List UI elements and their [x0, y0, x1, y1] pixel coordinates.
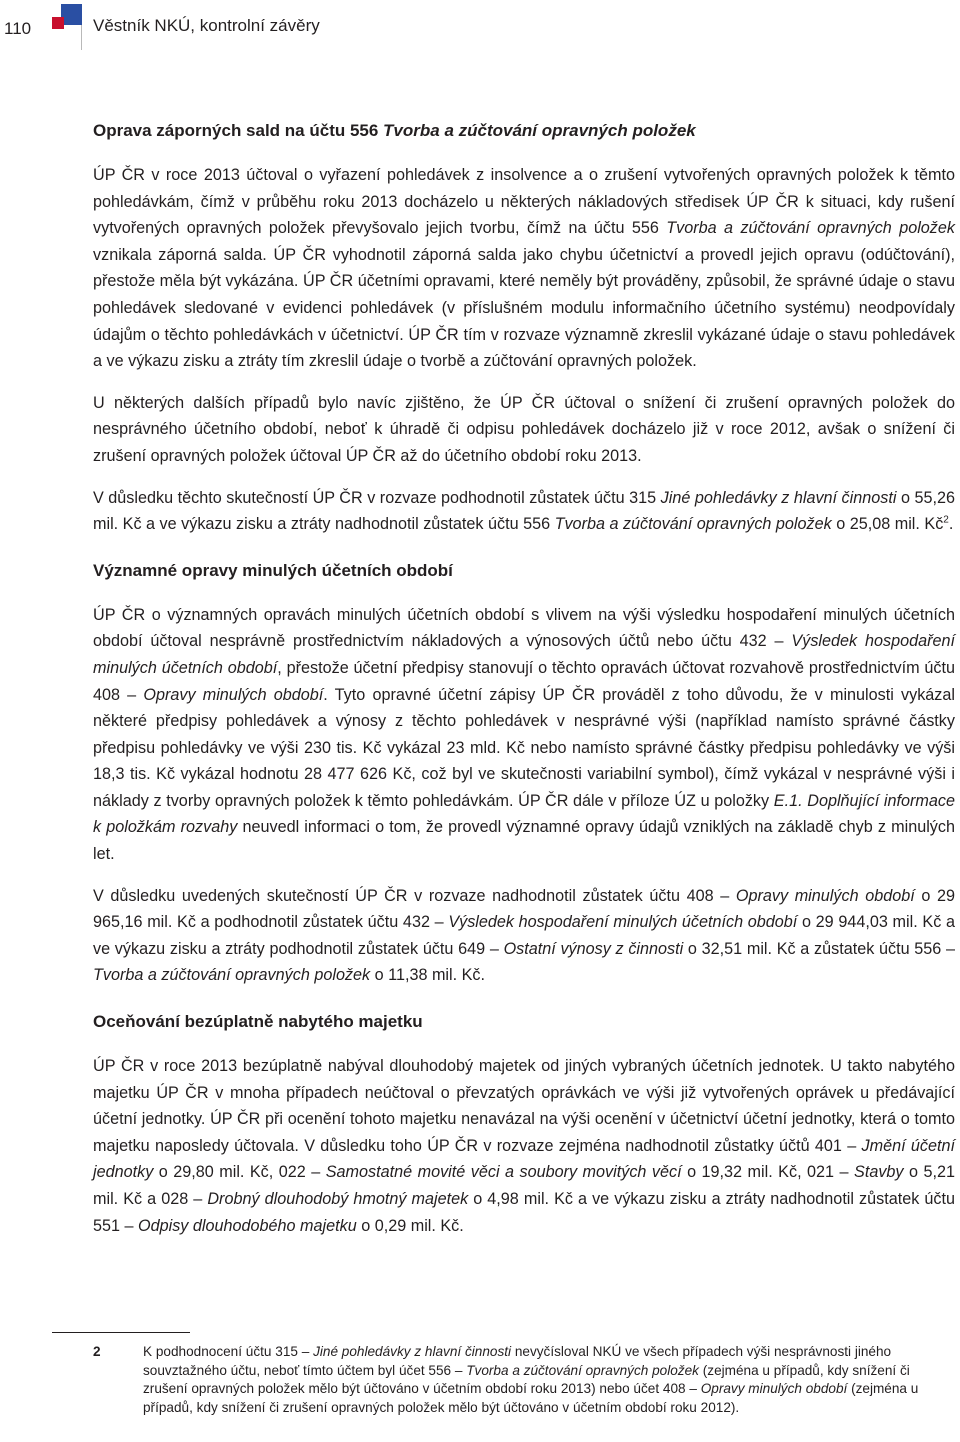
section-heading-saldo: Oprava záporných sald na účtu 556 Tvorba a zúčtování opravných položek: [93, 121, 696, 140]
logo-blue-square: [61, 4, 82, 25]
logo-red-square: [52, 17, 64, 29]
main-content: [93, 118, 955, 1254]
footnote-number: 2: [93, 1344, 101, 1359]
footnote-reference[interactable]: 2: [943, 514, 949, 526]
running-title: Věstník NKÚ, kontrolní závěry: [93, 16, 320, 35]
paragraph: V důsledku těchto skutečností ÚP ČR v rozvaze podhodnotil zůstatek účtu 315 Jiné pohledávky z hlavní činnosti o 55,26 mil. Kč a ve výkazu zisku a ztráty nadhodnotil zůstatek účtu 556 Tvorba a zúčtování opravných položek o 25,08 mil. $Kč^2$.: [93, 488, 955, 534]
nku-logo: [52, 0, 82, 30]
page-header: [0, 0, 960, 60]
paragraph: V důsledku uvedených skutečností ÚP ČR v rozvaze nadhodnotil zůstatek účtu 408 – Opravy minulých období o 29 965,16 mil. Kč a podhodnotil zůstatek účtu 432 – Výsledek hospodaření minulých účetních období o 29 944,03 mil. Kč a ve výkazu zisku a ztráty podhodnotil zůstatek účtu 649 – Ostatní výnosy z činnosti o 32,51 mil. Kč a zůstatek účtu 556 – Tvorba a zúčtování opravných položek o 11,38 mil. Kč.: [93, 886, 956, 985]
footnote-text: K podhodnocení účtu 315 – Jiné pohledávky z hlavní činnosti nevyčísloval NKÚ ve všech případech výši nesprávnosti jiného souvztažného účtu, neboť tímto účtem byl účet 556 – Tvorba a zúčtování opravných položek (zejména u případů, kdy snížení či zrušení opravných položek mělo být účtováno v účetním období roku 2013) nebo účet 408 – Opravy minulých období (zejména u případů, kdy snížení či zrušení opravných položek mělo být účtováno v účetním období roku 2012).: [143, 1344, 919, 1415]
paragraph: ÚP ČR v roce 2013 účtoval o vyřazení pohledávek z insolvence a o zrušení vytvořených opravných položek k těmto pohledávkám, čímž v průběhu roku 2013 docházelo u některých nákladových středisek ÚP ČR k situaci, kdy rušení vytvořených opravných položek převyšovalo jejich tvorbu, čímž na účtu 556 Tvorba a zúčtování opravných položek vznikala záporná salda. ÚP ČR vyhodnotil záporná salda jako chybu účetnictví a provedl jejich opravu (odúčtování), přestože měla být vykázána. ÚP ČR účetními opravami, které neměly být prováděny, způsobil, že správné údaje o stavu pohledávek sledované v evidenci pohledávek (v příslušném modulu informačního účetního systému) neodpovídaly údajům o těchto pohledávkách v účetnictví. ÚP ČR tím v rozvaze významně zkreslil vykázané údaje o stavu pohledávek a ve výkazu zisku a ztráty tím zkreslil údaje o tvorbě a zúčtování opravných položek.: [93, 166, 955, 371]
paragraph: ÚP ČR v roce 2013 bezúplatně nabýval dlouhodobý majetek od jiných vybraných účetních jednotek. U takto nabytého majetku ÚP ČR v mnoha případech neúčtoval o převzatých oprávkách ve výši již vytvořených oprávek u předávající účetní jednotky. ÚP ČR při ocenění tohoto majetku nenavázal na výši ocenění v účetnictví účetní jednotky, která o tomto majetku naposledy účtovala. V důsledku toho ÚP ČR v rozvaze zejména nadhodnotil zůstatky účtů 401 – Jmění účetní jednotky o 29,80 mil. Kč, 022 – Samostatné movité věci a soubory movitých věcí o 19,32 mil. Kč, 021 – Stavby o 5,21 mil. Kč a 028 – Drobný dlouhodobý hmotný majetek o 4,98 mil. Kč a ve výkazu zisku a ztráty nadhodnotil zůstatek účtu 551 – Odpisy dlouhodobého majetku o 0,29 mil. Kč.: [93, 1057, 955, 1235]
section-heading-valuation: Oceňování bezúplatně nabytého majetku: [93, 1012, 423, 1032]
page-number: 110: [0, 8, 82, 50]
footnote-divider: [52, 1332, 190, 1333]
paragraph: ÚP ČR o významných opravách minulých účetních období s vlivem na výši výsledku hospodaření minulých účetních období účtoval nesprávně prostřednictvím nákladových a výnosových účtů nebo účtu 432 – Výsledek hospodaření minulých účetních období, přestože účetní předpisy stanovují o těchto opravách účtovat rozvahově prostřednictvím účtu 408 – Opravy minulých období. Tyto opravné účetní zápisy ÚP ČR prováděl z toho důvodu, že v minulosti vykázal některé předpisy pohledávek a výnosy z těchto pohledávek v nesprávné výši (například namísto správné částky předpisu pohledávky ve výši 230 tis. Kč vykázal 23 mld. Kč nebo namísto správné částky předpisu pohledávky ve výši 18,3 tis. Kč vykázal hodnotu 28 477 626 Kč, což byl ve skutečnosti variabilní symbol), čímž vykázal v nesprávné výši i náklady z tvorby opravných položek k těmto pohledávkám. ÚP ČR dále v příloze ÚZ u položky E.1. Doplňující informace k položkám rozvahy neuvedl informaci o tom, že provedl významné opravy údajů vzniklých na základě chyb z minulých let.: [93, 605, 955, 864]
footnote: [93, 1343, 955, 1417]
section-heading-corrections: Významné opravy minulých účetních období: [93, 560, 453, 580]
paragraph: U některých dalších případů bylo navíc zjištěno, že ÚP ČR účtoval o snížení či zrušení opravných položek do nesprávného účetního období, neboť k úhradě či odpisu pohledávek docházelo již v roce 2012, avšak o snížení či zrušení opravných položek účtoval ÚP ČR až do účetního období roku 2013.: [93, 393, 955, 465]
